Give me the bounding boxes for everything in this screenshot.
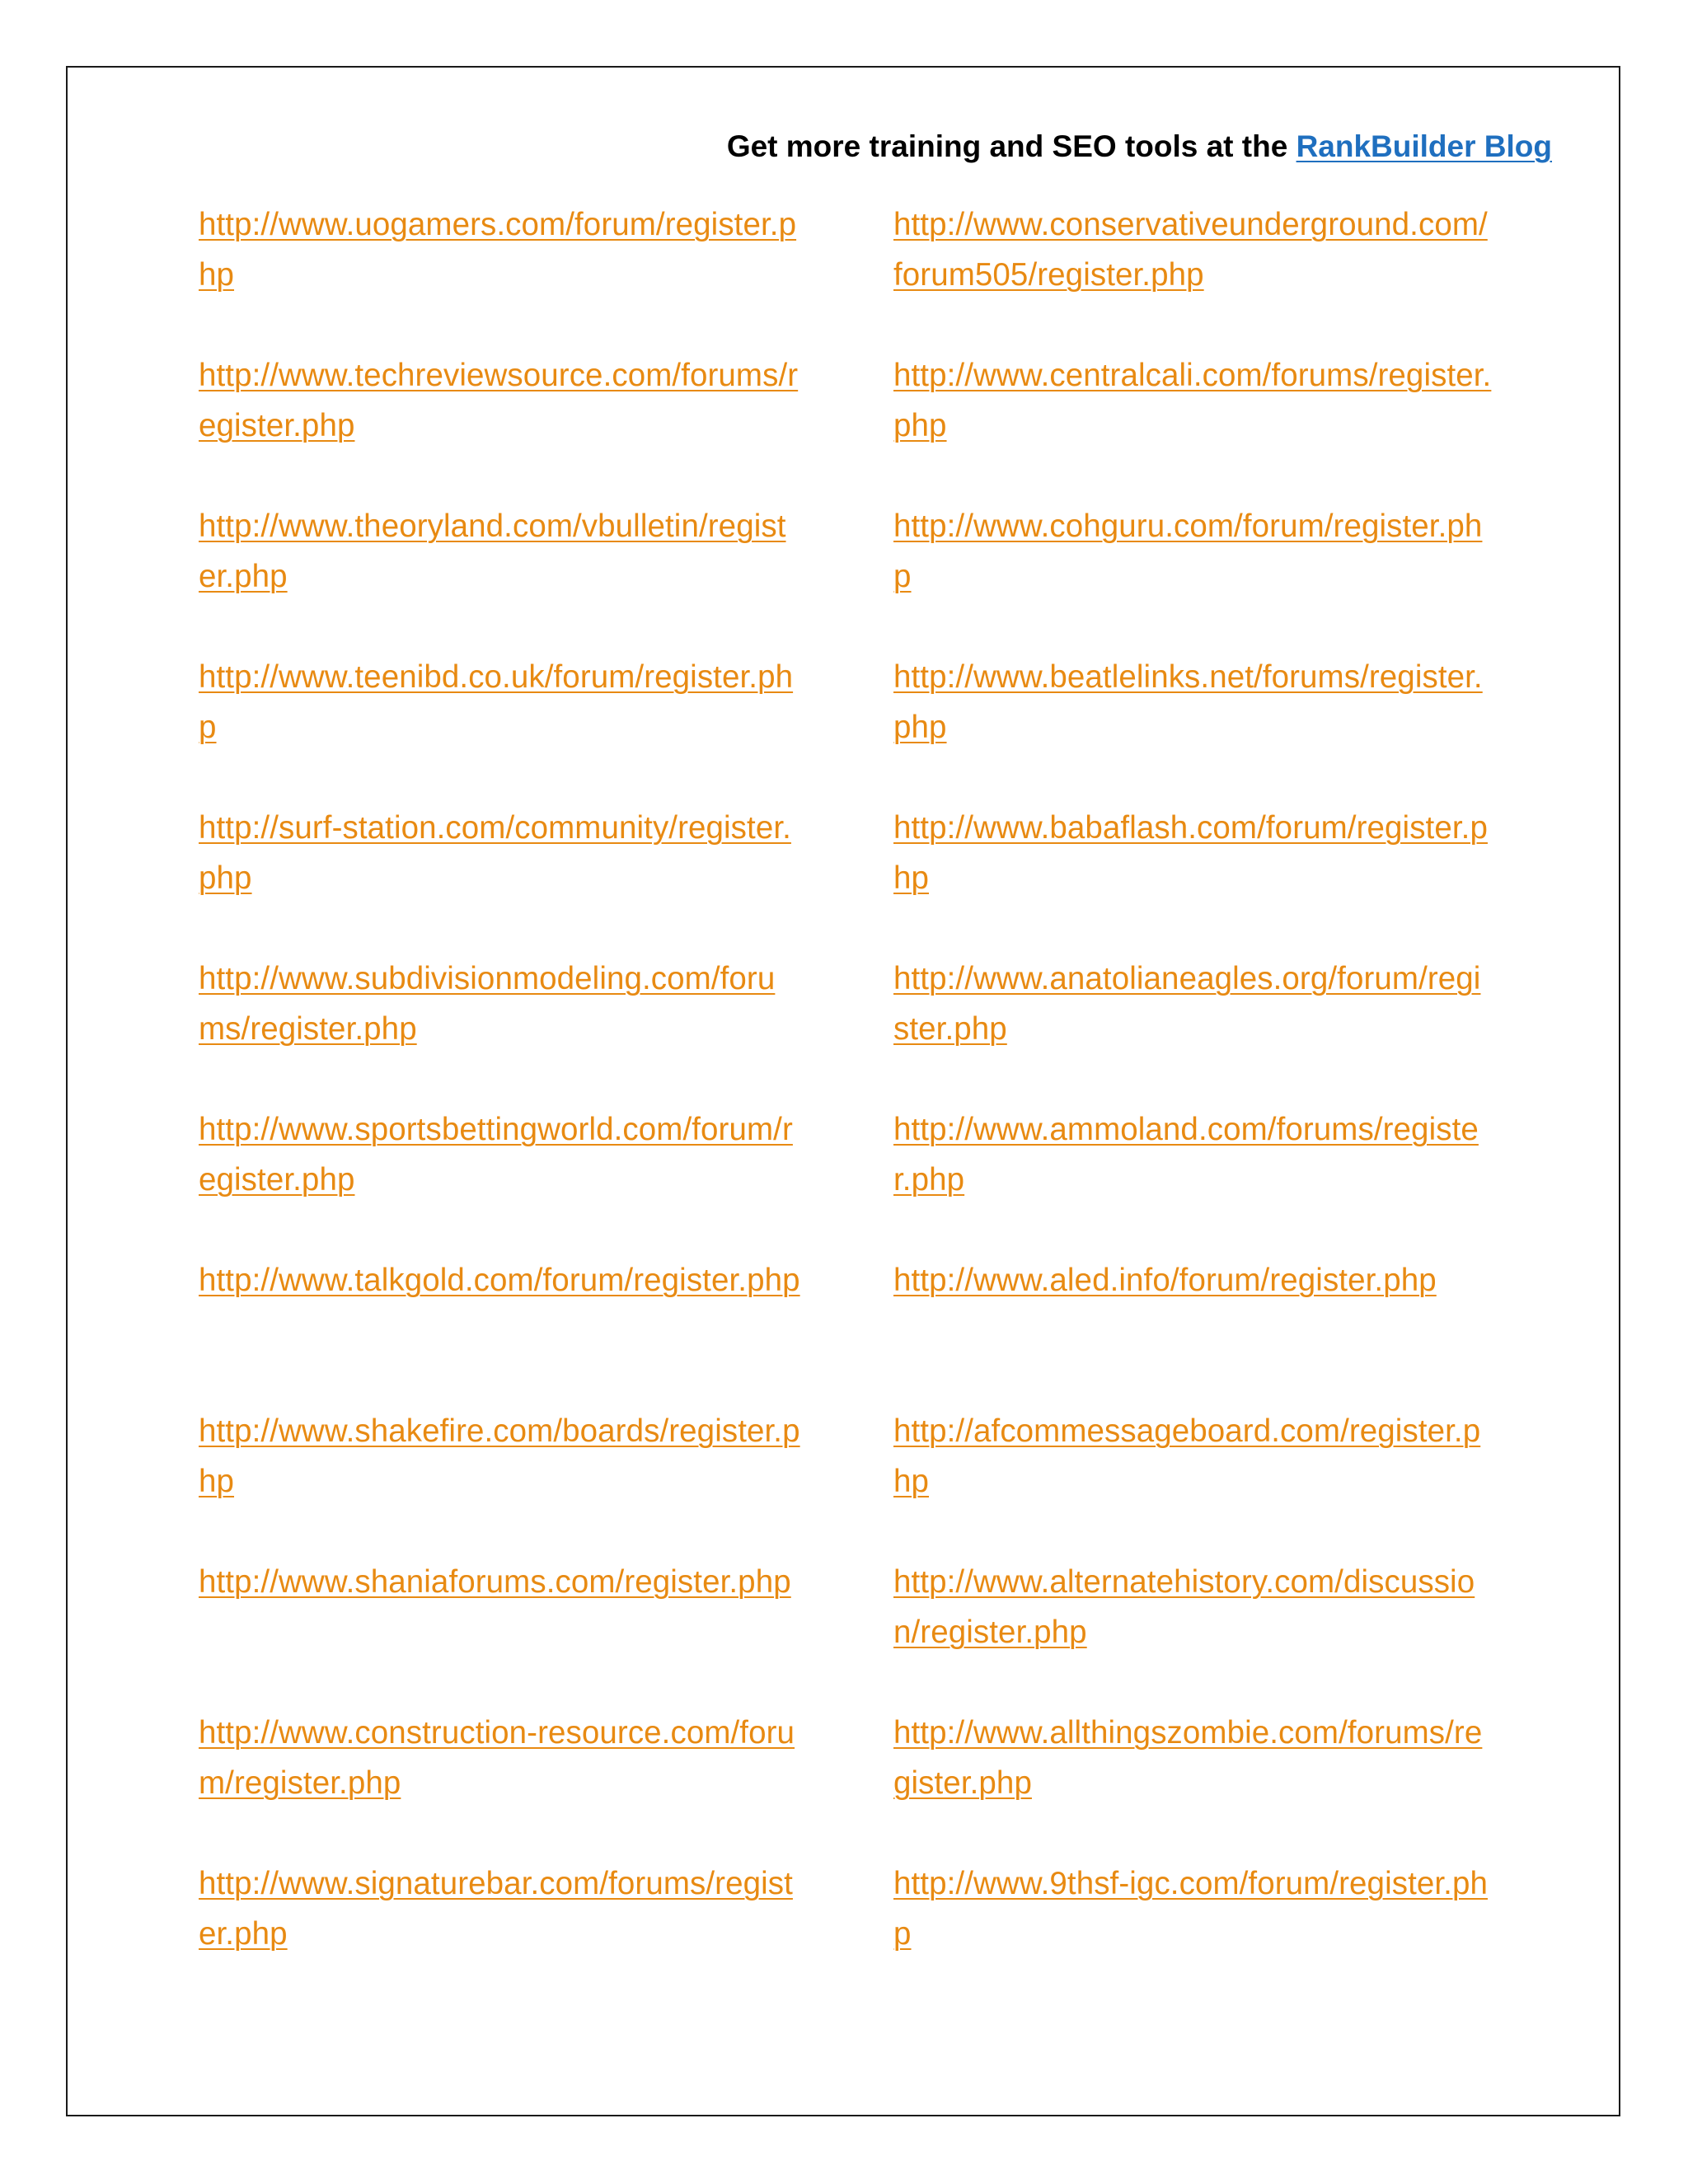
list-item <box>893 652 1495 803</box>
forum-register-link[interactable]: http://www.signaturebar.com/forums/register.php <box>199 1866 793 1952</box>
list-item <box>199 954 800 1104</box>
forum-register-link[interactable]: http://www.ammoland.com/forums/register.php <box>893 1112 1479 1197</box>
forum-register-link[interactable]: http://www.techreviewsource.com/forums/register.php <box>199 358 799 443</box>
list-item <box>199 1708 800 1858</box>
list-item <box>893 1255 1495 1406</box>
forum-register-link[interactable]: http://www.construction-resource.com/forum/register.php <box>199 1715 795 1801</box>
left-link-column <box>199 199 800 2009</box>
list-item <box>893 350 1495 501</box>
list-item <box>199 1406 800 1557</box>
list-item <box>893 1406 1495 1557</box>
forum-register-link[interactable]: http://www.shakefire.com/boards/register.php <box>199 1413 800 1499</box>
forum-register-link[interactable]: http://afcommessageboard.com/register.php <box>893 1413 1481 1499</box>
list-item <box>893 1858 1495 2009</box>
list-item <box>893 199 1495 350</box>
forum-register-link[interactable]: http://www.uogamers.com/forum/register.php <box>199 207 797 293</box>
forum-register-link[interactable]: http://www.anatolianeagles.org/forum/register.php <box>893 961 1481 1047</box>
list-item <box>199 199 800 350</box>
forum-register-link[interactable]: http://www.subdivisionmodeling.com/forums/register.php <box>199 961 776 1047</box>
forum-register-link[interactable]: http://www.teenibd.co.uk/forum/register.php <box>199 659 794 745</box>
forum-register-link[interactable]: http://www.conservativeunderground.com/forum505/register.php <box>893 207 1488 293</box>
forum-register-link[interactable]: http://www.allthingszombie.com/forums/register.php <box>893 1715 1483 1801</box>
list-item <box>199 1104 800 1255</box>
forum-register-link[interactable]: http://www.cohguru.com/forum/register.php <box>893 509 1483 594</box>
list-item <box>199 1858 800 2009</box>
list-item <box>199 803 800 954</box>
list-item <box>893 954 1495 1104</box>
header-text: Get more training and SEO tools at the <box>726 129 1296 163</box>
forum-register-link[interactable]: http://www.talkgold.com/forum/register.php <box>199 1263 800 1298</box>
list-item <box>199 350 800 501</box>
right-link-column <box>893 199 1495 2009</box>
list-item <box>199 1255 800 1406</box>
header-line <box>727 129 1552 164</box>
forum-register-link[interactable]: http://www.9thsf-igc.com/forum/register.php <box>893 1866 1488 1952</box>
forum-register-link[interactable]: http://www.alternatehistory.com/discussion/register.php <box>893 1564 1475 1650</box>
list-item <box>893 501 1495 652</box>
rankbuilder-blog-link[interactable]: RankBuilder Blog <box>1296 129 1552 163</box>
forum-register-link[interactable]: http://www.beatlelinks.net/forums/register.php <box>893 659 1483 745</box>
list-item <box>893 1557 1495 1708</box>
forum-register-link[interactable]: http://surf-station.com/community/register.php <box>199 810 791 896</box>
forum-register-link[interactable]: http://www.sportsbettingworld.com/forum/register.php <box>199 1112 793 1197</box>
list-item <box>199 1557 800 1708</box>
forum-register-link[interactable]: http://www.shaniaforums.com/register.php <box>199 1564 791 1600</box>
forum-register-link[interactable]: http://www.theoryland.com/vbulletin/register.php <box>199 509 786 594</box>
list-item <box>199 501 800 652</box>
list-item <box>893 1708 1495 1858</box>
list-item <box>893 803 1495 954</box>
list-item <box>893 1104 1495 1255</box>
list-item <box>199 652 800 803</box>
forum-register-link[interactable]: http://www.centralcali.com/forums/register.php <box>893 358 1492 443</box>
forum-register-link[interactable]: http://www.babaflash.com/forum/register.php <box>893 810 1488 896</box>
forum-register-link[interactable]: http://www.aled.info/forum/register.php <box>893 1263 1437 1298</box>
